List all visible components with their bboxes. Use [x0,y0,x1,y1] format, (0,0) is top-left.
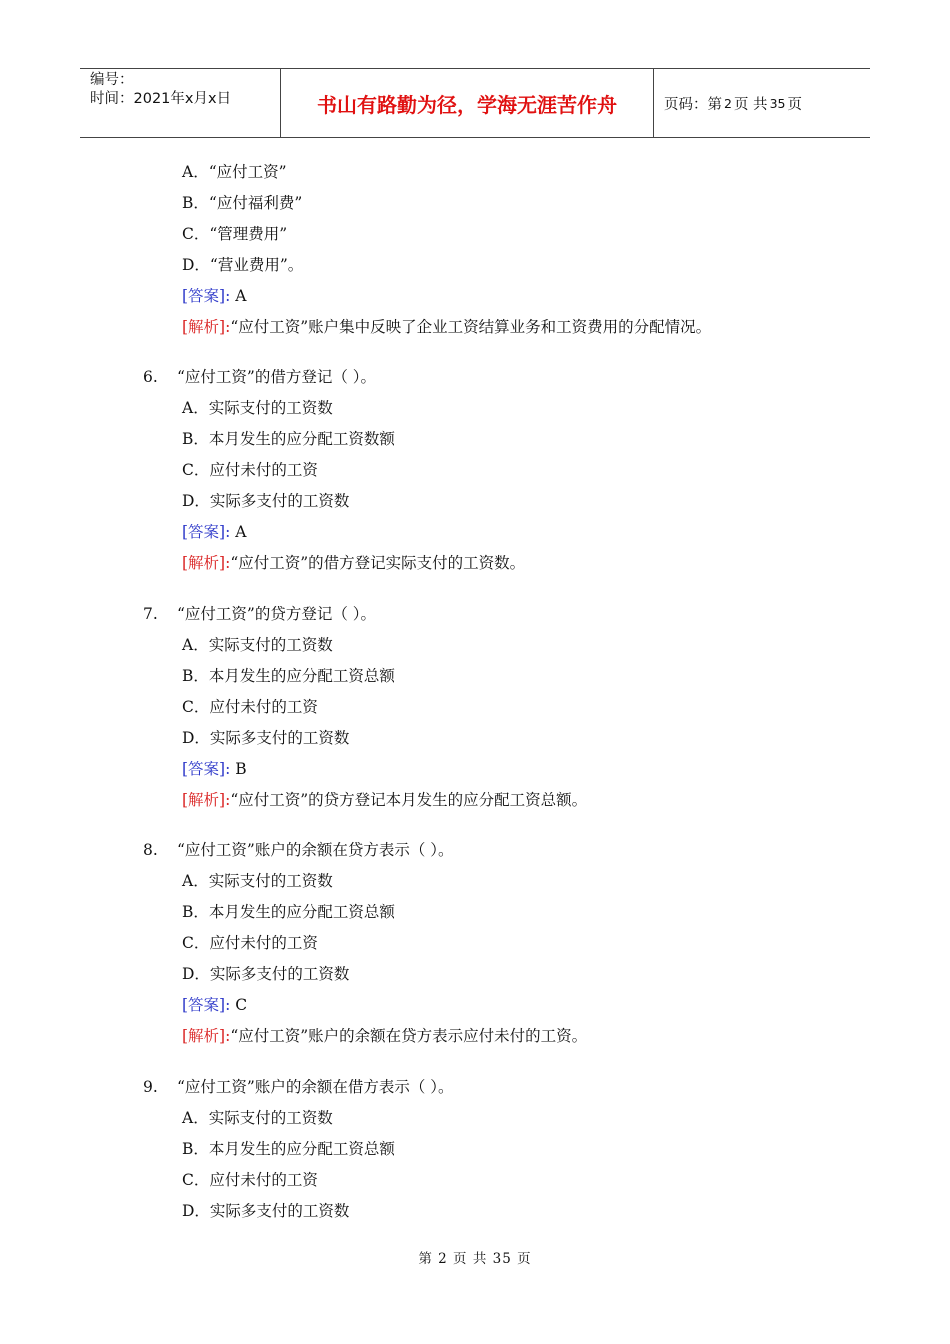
answer-line [182,993,247,1015]
time-label: 时间：2021年x月x日 [90,91,232,107]
option: D．实际多支付的工资数 [182,492,350,510]
page-suffix: 页 [787,96,802,113]
question-text: “应付工资”的借方登记（ ）。 [177,368,377,386]
question-text: “应付工资”账户的余额在贷方表示（ ）。 [177,841,454,859]
question-text: “应付工资”账户的余额在借方表示（ ）。 [177,1078,454,1096]
page-total: 35 [769,95,786,111]
explanation-tag: [解析]: [182,791,231,809]
question-stem [143,365,376,387]
option: B．本月发生的应分配工资总额 [182,1140,395,1158]
answer-value: A [235,523,247,541]
page-prefix: 页码：第 [664,96,722,113]
answer-line [182,757,247,779]
option: D．实际多支付的工资数 [182,729,350,747]
option: A．实际支付的工资数 [182,1109,333,1127]
option: D．“营业费用”。 [182,256,304,274]
answer-tag: [答案]: [182,523,231,541]
explanation-line [182,315,711,337]
question-text: “应付工资”的贷方登记（ ）。 [177,605,377,623]
explanation-tag: [解析]: [182,1027,231,1045]
code-label: 编号： [90,72,134,88]
explanation-line [182,1024,587,1046]
explanation-text: “应付工资”账户的余额在贷方表示应付未付的工资。 [230,1027,588,1045]
header-page-info [654,69,870,137]
option: A．实际支付的工资数 [182,636,333,654]
explanation-text: “应付工资”的贷方登记本月发生的应分配工资总额。 [230,791,588,809]
page-header [80,68,870,138]
page-footer: 第 2 页 共 35 页 [418,1251,532,1267]
question-number: 7. [143,605,158,623]
question-number: 8. [143,841,158,859]
page-mid: 页 共 [733,96,768,113]
question-stem [143,602,376,624]
answer-tag: [答案]: [182,996,231,1014]
option: B．本月发生的应分配工资总额 [182,903,395,921]
option: C．应付未付的工资 [182,934,318,952]
option: A．实际支付的工资数 [182,872,333,890]
explanation-text: “应付工资”账户集中反映了企业工资结算业务和工资费用的分配情况。 [230,318,712,336]
answer-value: B [235,760,247,778]
answer-tag: [答案]: [182,287,231,305]
page-current: 2 [724,95,732,111]
option: C．应付未付的工资 [182,461,318,479]
question-number: 9. [143,1078,158,1096]
header-motto: 书山有路勤为径，学海无涯苦作舟 [281,69,654,137]
option: C．“管理费用” [182,225,288,243]
option: B．“应付福利费” [182,194,303,212]
question-stem [143,1075,454,1097]
explanation-line [182,551,525,573]
answer-value: A [235,287,247,305]
explanation-text: “应付工资”的借方登记实际支付的工资数。 [230,554,526,572]
answer-line [182,520,246,542]
option: B．本月发生的应分配工资数额 [182,430,395,448]
option: D．实际多支付的工资数 [182,1202,350,1220]
explanation-tag: [解析]: [182,554,231,572]
option: A．“应付工资” [182,163,287,181]
question-number: 6. [143,368,158,386]
option: C．应付未付的工资 [182,698,318,716]
answer-line [182,284,246,306]
option: A．实际支付的工资数 [182,399,333,417]
header-meta [80,69,281,137]
answer-tag: [答案]: [182,760,231,778]
question-stem [143,838,454,860]
explanation-line [182,788,587,810]
option: C．应付未付的工资 [182,1171,318,1189]
explanation-tag: [解析]: [182,318,231,336]
option: D．实际多支付的工资数 [182,965,350,983]
option: B．本月发生的应分配工资总额 [182,667,395,685]
answer-value: C [235,996,248,1014]
